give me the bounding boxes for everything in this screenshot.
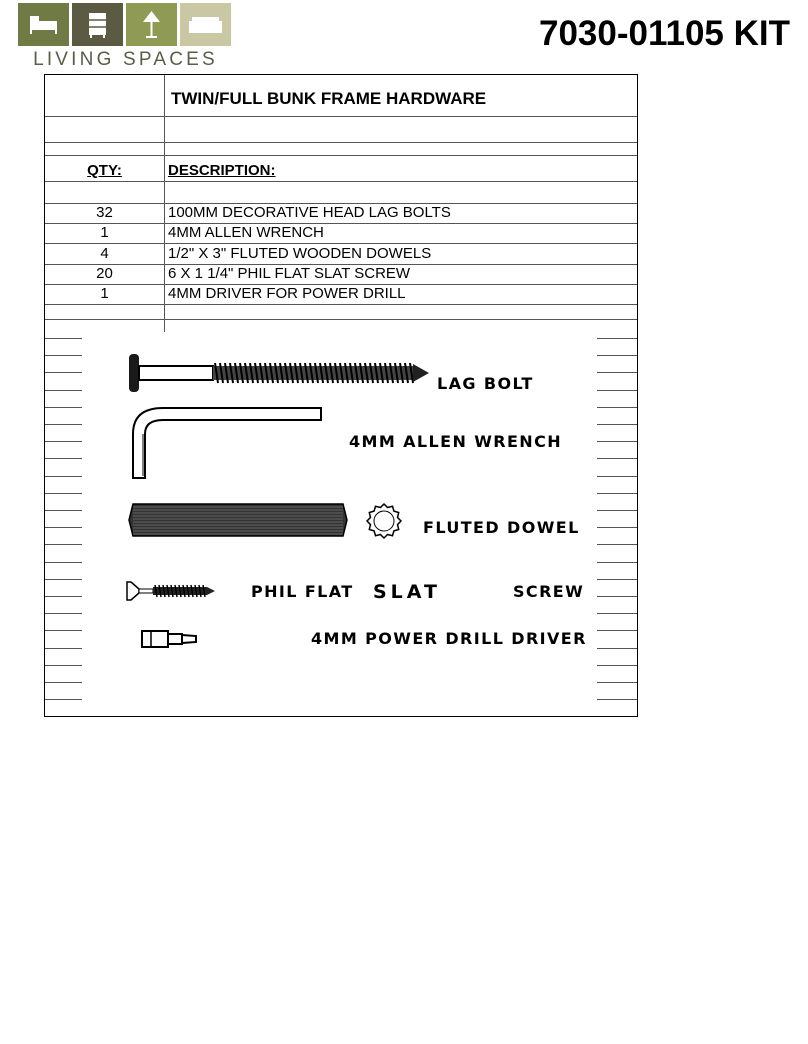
slat-screw-drawing [125,580,217,602]
fluted-dowel-drawing [127,502,351,538]
ruled-line [597,372,637,373]
dowel-end-view-drawing [365,502,403,540]
ruled-line [597,527,637,528]
ruled-line [45,562,82,563]
ruled-line [597,458,637,459]
lag-bolt-drawing [129,352,439,396]
ruled-line [45,355,82,356]
ruled-line [597,665,637,666]
divider [45,304,637,305]
lag-bolt-label: LAG BOLT [437,374,534,393]
ruled-line [597,424,637,425]
slat-screw-label-screw: SCREW [513,582,585,601]
drill-driver-label: 4MM POWER DRILL DRIVER [311,629,587,648]
ruled-line [45,544,82,545]
divider [45,243,637,244]
ruled-line [597,338,637,339]
ruled-line [45,596,82,597]
description-cell: 4MM DRIVER FOR POWER DRILL [168,285,406,302]
description-cell: 4MM ALLEN WRENCH [168,224,324,241]
bed-icon [18,3,69,46]
ruled-line [45,699,82,700]
ruled-line [45,630,82,631]
hardware-sheet [44,74,638,717]
ruled-margin-left [45,332,82,716]
ruled-line [45,476,82,477]
divider [45,155,637,156]
ruled-line [597,579,637,580]
drill-driver-drawing [141,630,199,648]
ruled-line [45,424,82,425]
ruled-line [597,355,637,356]
ruled-line [597,390,637,391]
sofa-icon [180,3,231,46]
qty-cell: 20 [96,265,113,282]
hardware-illustration [45,332,637,716]
ruled-line [45,338,82,339]
ruled-line [45,441,82,442]
ruled-line [45,407,82,408]
ruled-line [45,372,82,373]
allen-wrench-label: 4MM ALLEN WRENCH [349,432,563,451]
ruled-line [597,493,637,494]
ruled-line [45,579,82,580]
brand-name: LIVING SPACES [33,49,218,70]
kit-number: 7030-01105 KIT [538,14,790,53]
ruled-line [597,613,637,614]
ruled-line [597,476,637,477]
ruled-line [597,682,637,683]
fluted-dowel-label: FLUTED DOWEL [423,518,580,537]
lamp-icon [126,3,177,46]
qty-header: QTY: [87,162,122,179]
ruled-line [597,562,637,563]
ruled-line [45,613,82,614]
qty-cell: 32 [96,204,113,221]
ruled-line [45,493,82,494]
ruled-line [597,699,637,700]
description-cell: 6 X 1 1/4" PHIL FLAT SLAT SCREW [168,265,411,282]
ruled-margin-right [597,332,637,716]
ruled-line [597,407,637,408]
description-header: DESCRIPTION: [168,162,276,179]
sheet-title: TWIN/FULL BUNK FRAME HARDWARE [171,89,487,108]
divider [45,181,637,182]
ruled-line [45,390,82,391]
ruled-line [597,596,637,597]
divider [45,116,637,117]
ruled-line [45,527,82,528]
divider [45,142,637,143]
description-cell: 1/2" X 3" FLUTED WOODEN DOWELS [168,245,432,262]
ruled-line [45,510,82,511]
description-cell: 100MM DECORATIVE HEAD LAG BOLTS [168,204,451,221]
qty-cell: 1 [100,224,109,241]
qty-cell: 1 [100,285,109,302]
ruled-line [45,665,82,666]
dresser-icon [72,3,123,46]
logo-tiles [18,3,233,48]
ruled-line [597,441,637,442]
ruled-line [45,458,82,459]
slat-screw-label-phil-flat: PHIL FLAT [251,582,354,601]
divider [45,319,637,320]
slat-screw-label-slat: SLAT [373,581,441,603]
ruled-line [597,648,637,649]
ruled-line [597,630,637,631]
ruled-line [45,682,82,683]
ruled-line [597,510,637,511]
ruled-line [597,544,637,545]
qty-cell: 4 [100,245,109,262]
ruled-line [45,648,82,649]
brand-logo [18,3,233,71]
allen-wrench-drawing [129,404,329,482]
